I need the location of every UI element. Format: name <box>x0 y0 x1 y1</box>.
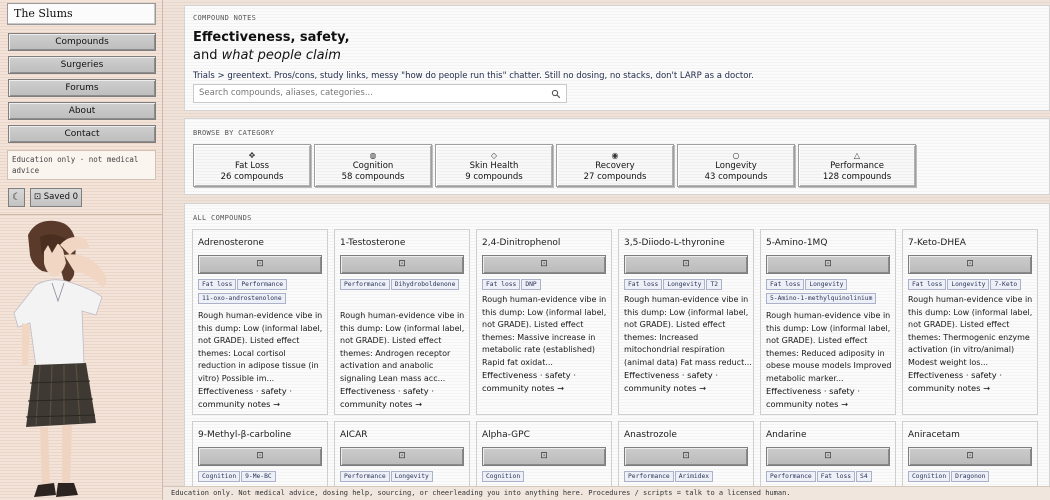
tag-list <box>198 471 326 485</box>
tag[interactable]: Longevity <box>947 279 989 290</box>
tag[interactable]: Longevity <box>805 279 847 290</box>
tag[interactable]: S4 <box>856 471 872 482</box>
compound-card[interactable] <box>760 229 896 415</box>
description-text: Rough human-evidence vibe in this dump: Low (informal label, not GRADE). Listed effect themes: Increased mitochondrial respiration (animal data) Fat mass reduct... <box>624 295 752 367</box>
tag[interactable]: Performance <box>237 279 287 290</box>
compound-card[interactable] <box>902 229 1038 415</box>
tag[interactable]: Performance <box>766 471 816 482</box>
description-text: Rough human-evidence vibe in this dump: Low (informal label, not GRADE). Listed effect themes: Reduced adiposity in obese mouse models Improved metabolic marker... <box>766 311 892 383</box>
compound-links[interactable]: Effectiveness · safety · community notes → <box>482 370 576 393</box>
description-text: Rough human-evidence vibe in this dump: Low (informal label, not GRADE). Listed effect themes: Androgen receptor activation and anabolic signaling Lean mass acc... <box>340 311 465 383</box>
category-count: 9 compounds <box>465 172 523 182</box>
compound-description <box>340 310 468 410</box>
category-fat-loss[interactable] <box>193 144 311 187</box>
save-compound-button[interactable]: ⊡ <box>624 255 748 274</box>
tag[interactable]: Fat loss <box>908 279 946 290</box>
performance-icon: △ <box>853 151 861 160</box>
saved-button[interactable]: ⊡ Saved 0 <box>30 188 82 207</box>
compound-links[interactable]: Effectiveness · safety · community notes → <box>198 386 292 409</box>
hero-title-prefix: and <box>193 48 222 63</box>
save-compound-button[interactable]: ⊡ <box>482 447 606 466</box>
tag-list <box>624 471 752 485</box>
compound-card[interactable] <box>334 229 470 415</box>
category-name: Longevity <box>715 161 757 171</box>
compound-name[interactable]: 1-Testosterone <box>340 238 406 248</box>
hero-title-line2 <box>193 48 341 63</box>
compound-description <box>482 294 610 394</box>
tag-list <box>198 279 326 307</box>
character-illustration <box>0 215 163 500</box>
tag[interactable]: Fat loss <box>817 471 855 482</box>
compound-links[interactable]: Effectiveness · safety · community notes → <box>766 386 860 409</box>
save-compound-button[interactable]: ⊡ <box>908 447 1032 466</box>
hero-panel <box>184 5 1050 111</box>
compound-description <box>766 310 894 410</box>
description-text: Rough human-evidence vibe in this dump: Low (informal label, not GRADE). Listed effect themes: Thermogenic enzyme activation (in vitro/animal) Modest weight los... <box>908 295 1033 367</box>
category-count: 128 compounds <box>822 172 892 182</box>
save-compound-button[interactable]: ⊡ <box>198 255 322 274</box>
nav-contact[interactable]: Contact <box>8 125 156 143</box>
compound-card[interactable] <box>192 229 328 415</box>
compound-name[interactable]: AICAR <box>340 430 368 440</box>
category-cognition[interactable] <box>314 144 432 187</box>
nav-surgeries[interactable]: Surgeries <box>8 56 156 74</box>
nav-forums[interactable]: Forums <box>8 79 156 97</box>
fat-loss-icon: ✥ <box>248 151 256 160</box>
longevity-icon: ○ <box>732 151 740 160</box>
category-name: Performance <box>830 161 884 171</box>
tag[interactable]: 5-Amino-1-methylquinolinium <box>766 293 876 304</box>
search-placeholder: Search compounds, aliases, categories... <box>199 88 373 98</box>
tag[interactable]: Fat loss <box>766 279 804 290</box>
tag[interactable]: Cognition <box>198 471 240 482</box>
compound-name[interactable]: 7-Keto-DHEA <box>908 238 966 248</box>
tag[interactable]: Cognition <box>482 471 524 482</box>
theme-toggle-button[interactable]: ☾ <box>8 188 25 207</box>
compound-description <box>908 294 1036 394</box>
hero-label: COMPOUND NOTES <box>193 14 257 22</box>
education-notice: Education only · not medical advice <box>7 150 156 180</box>
tag-list <box>766 471 894 485</box>
hero-title-emphasis: what people claim <box>221 48 341 63</box>
category-recovery[interactable] <box>556 144 674 187</box>
save-compound-button[interactable]: ⊡ <box>340 255 464 274</box>
category-name: Recovery <box>595 161 635 171</box>
tag-list <box>766 279 894 307</box>
compound-description <box>198 310 326 410</box>
save-compound-button[interactable]: ⊡ <box>624 447 748 466</box>
tag[interactable]: T2 <box>706 279 722 290</box>
save-compound-button[interactable]: ⊡ <box>482 255 606 274</box>
tag[interactable]: Fat loss <box>624 279 662 290</box>
save-compound-button[interactable]: ⊡ <box>198 447 322 466</box>
search-icon[interactable] <box>551 89 561 99</box>
tag-list <box>908 279 1036 293</box>
tag[interactable]: Performance <box>340 471 390 482</box>
save-compound-button[interactable]: ⊡ <box>766 255 890 274</box>
tag-list <box>482 471 610 485</box>
tag-list <box>482 279 610 293</box>
compound-card[interactable] <box>618 229 754 415</box>
tag[interactable]: Arimidex <box>675 471 713 482</box>
tag[interactable]: Longevity <box>663 279 705 290</box>
compound-card[interactable] <box>476 229 612 415</box>
search-input[interactable] <box>193 84 567 103</box>
tag-list <box>340 471 468 485</box>
compound-name[interactable]: Adrenosterone <box>198 238 264 248</box>
tag-list <box>340 279 468 293</box>
compound-description <box>624 294 752 394</box>
hero-subtitle: Trials > greentext. Pros/cons, study links, messy "how do people run this" chatter. Still no dosing, no stacks, don't LARP as a doctor. <box>193 71 754 81</box>
tag[interactable]: DNP <box>521 279 540 290</box>
cognition-icon: ◍ <box>369 151 377 160</box>
tag[interactable]: Dragonon <box>951 471 989 482</box>
compound-name[interactable]: Aniracetam <box>908 430 960 440</box>
tag[interactable]: Performance <box>340 279 390 290</box>
tag[interactable]: 7-Keto <box>990 279 1021 290</box>
category-name: Skin Health <box>469 161 519 171</box>
category-count: 43 compounds <box>704 172 768 182</box>
category-performance[interactable] <box>798 144 916 187</box>
description-text: Rough human-evidence vibe in this dump: Low (informal label, not GRADE). Listed effect themes: Local cortisol reduction in adipose tissue (in vitro) Possible im... <box>198 311 323 383</box>
skin-health-icon: ◇ <box>490 151 498 160</box>
compound-name[interactable]: 3,5-Diiodo-L-thyronine <box>624 238 725 248</box>
description-text: Rough human-evidence vibe in this dump: Low (informal label, not GRADE). Listed effect themes: Massive increase in metabolic rate (established) Rapid fat oxidat... <box>482 295 607 367</box>
recovery-icon: ◉ <box>611 151 619 160</box>
category-skin-health[interactable] <box>435 144 553 187</box>
category-longevity[interactable] <box>677 144 795 187</box>
save-compound-button[interactable]: ⊡ <box>908 255 1032 274</box>
nav-about[interactable]: About <box>8 102 156 120</box>
site-title[interactable]: The Slums <box>7 3 156 25</box>
tag[interactable]: Fat loss <box>482 279 520 290</box>
category-count: 58 compounds <box>341 172 405 182</box>
category-count: 27 compounds <box>583 172 647 182</box>
category-name: Cognition <box>352 161 394 171</box>
compound-name[interactable]: Anastrozole <box>624 430 677 440</box>
tag-list <box>624 279 752 293</box>
category-label: BROWSE BY CATEGORY <box>193 129 275 137</box>
nav-compounds[interactable]: Compounds <box>8 33 156 51</box>
compound-name[interactable]: 5-Amino-1MQ <box>766 238 828 248</box>
footer-disclaimer: Education only. Not medical advice, dosing help, sourcing, or cheerleading you into anything here. Procedures / scripts = talk to a licensed human. <box>163 486 1050 500</box>
compound-name[interactable]: 9-Methyl-β-carboline <box>198 430 292 440</box>
save-compound-button[interactable]: ⊡ <box>340 447 464 466</box>
hero-title: Effectiveness, safety, <box>193 30 350 45</box>
sidebar <box>0 0 163 500</box>
main-content <box>163 0 1050 500</box>
compounds-label: ALL COMPOUNDS <box>193 214 252 222</box>
compound-links[interactable]: Effectiveness · safety · community notes → <box>624 370 718 393</box>
tag[interactable]: Dihydroboldenone <box>391 279 460 290</box>
tag-list <box>908 471 1036 485</box>
tag[interactable]: Performance <box>624 471 674 482</box>
compound-links[interactable]: Effectiveness · safety · community notes → <box>340 386 434 409</box>
save-compound-button[interactable]: ⊡ <box>766 447 890 466</box>
compound-name[interactable]: Alpha-GPC <box>482 430 530 440</box>
tag[interactable]: Longevity <box>391 471 433 482</box>
tag[interactable]: Cognition <box>908 471 950 482</box>
category-name: Fat Loss <box>235 161 269 171</box>
category-count: 26 compounds <box>220 172 284 182</box>
tag[interactable]: Fat loss <box>198 279 236 290</box>
compound-links[interactable]: Effectiveness · safety · community notes → <box>908 370 1002 393</box>
tag[interactable]: 11-oxo-androstenolone <box>198 293 286 304</box>
tag[interactable]: 9-Me-BC <box>241 471 276 482</box>
compound-name[interactable]: 2,4-Dinitrophenol <box>482 238 561 248</box>
compound-name[interactable]: Andarine <box>766 430 807 440</box>
